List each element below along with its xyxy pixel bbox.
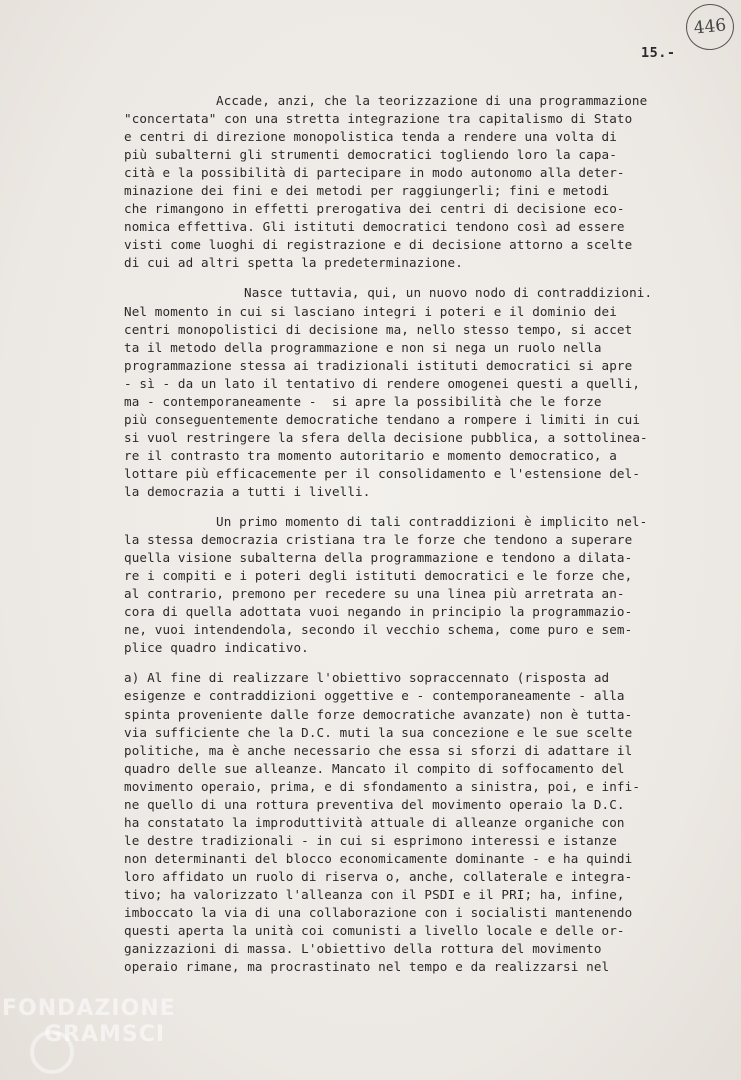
- text-line: non determinanti del blocco economicamente dominante - e ha quindi: [124, 850, 633, 866]
- text-line: quadro delle sue alleanze. Mancato il compito di soffocamento del: [124, 760, 625, 776]
- text-line: più conseguentemente democratiche tendano a rompere i limiti in cui: [124, 411, 641, 427]
- text-line: cora di quella adottata vuoi negando in principio la programmazio-: [124, 604, 633, 620]
- text-line: ha constatato la improduttività attuale di alleanze organiche con: [124, 814, 625, 830]
- text-line: imboccato la via di una collaborazione con i socialisti mantenendo: [124, 905, 633, 921]
- text-line: a) Al fine di realizzare l'obiettivo sopraccennato (risposta ad: [124, 670, 610, 686]
- archive-page-stamp: [684, 2, 737, 53]
- paragraph-1: [124, 92, 714, 272]
- text-line: tivo; ha valorizzato l'alleanza con il PSDI e il PRI; ha, infine,: [124, 886, 625, 902]
- text-line: le destre tradizionali - in cui si esprimono interessi e istanze: [124, 832, 617, 848]
- text-line: re i compiti e i poteri degli istituti democratici e le forze che,: [124, 568, 633, 584]
- text-line: nomica effettiva. Gli istituti democratici tendono così ad essere: [124, 219, 625, 235]
- text-line: plice quadro indicativo.: [124, 640, 309, 656]
- text-line: spinta proveniente dalle forze democratiche avanzate) non è tutta-: [124, 706, 633, 722]
- text-line: "concertata" con una stretta integrazione tra capitalismo di Stato: [124, 111, 633, 127]
- text-line: quella visione subalterna della programmazione e tendono a dilata-: [124, 550, 633, 566]
- text-line: ta il metodo della programmazione e non si nega un ruolo nella: [124, 339, 602, 355]
- text-line: la stessa democrazia cristiana tra le forze che tendono a superare: [124, 532, 633, 548]
- text-line: questi aperta la unità coi comunisti a livello locale e delle or-: [124, 923, 625, 939]
- text-line: si vuol restringere la sfera della decisione pubblica, a sottolinea-: [124, 429, 648, 445]
- paragraph-3: [124, 513, 714, 657]
- text-line: programmazione stessa ai tradizionali istituti democratici si apre: [124, 357, 633, 373]
- text-line: più subalterni gli strumenti democratici togliendo loro la capa-: [124, 147, 617, 163]
- paragraph-2: [124, 284, 714, 501]
- text-line: che rimangono in effetti prerogativa dei centri di decisione eco-: [124, 201, 625, 217]
- text-line: la democrazia a tutti i livelli.: [124, 483, 371, 499]
- page-number: 15.-: [641, 45, 676, 61]
- text-line: minazione dei fini e dei metodi per raggiungerli; fini e metodi: [124, 183, 610, 199]
- text-line: operaio rimane, ma procrastinato nel tempo e da realizzarsi nel: [124, 959, 610, 975]
- fondazione-gramsci-watermark: [2, 996, 202, 1080]
- text-line: lottare più efficacemente per il consolidamento e l'estensione del-: [124, 465, 641, 481]
- text-line: e centri di direzione monopolistica tenda a rendere una volta di: [124, 129, 617, 145]
- document-body: [124, 92, 714, 988]
- watermark-line-2: GRAMSCI: [44, 1022, 166, 1047]
- watermark-line-1: FONDAZIONE: [2, 996, 176, 1021]
- text-line: re il contrasto tra momento autoritario e momento democratico, a: [124, 447, 617, 463]
- text-line: movimento operaio, prima, e di sfondamento a sinistra, poi, e infi-: [124, 778, 641, 794]
- text-line: ganizzazioni di massa. L'obiettivo della rottura del movimento: [124, 941, 602, 957]
- text-line: esigenze e contraddizioni oggettive e - contemporaneamente - alla: [124, 688, 625, 704]
- text-line: Nel momento in cui si lasciano integri i poteri e il dominio dei: [124, 303, 617, 319]
- text-line: ma - contemporaneamente - si apre la possibilità che le forze: [124, 393, 602, 409]
- text-line: - sì - da un lato il tentativo di rendere omogenei questi a quelli,: [124, 375, 641, 391]
- text-line: Un primo momento di tali contraddizioni è implicito nel-: [216, 514, 648, 530]
- paragraph-4: [124, 669, 714, 976]
- text-line: cità e la possibilità di partecipare in modo autonomo alla deter-: [124, 165, 625, 181]
- text-line: di cui ad altri spetta la predeterminazione.: [124, 255, 463, 271]
- text-line: visti come luoghi di registrazione e di decisione attorno a scelte: [124, 237, 633, 253]
- text-line: al contrario, premono per recedere su una linea più arretrata an-: [124, 586, 625, 602]
- text-line: ne, vuoi intendendola, secondo il vecchio schema, come puro e sem-: [124, 622, 633, 638]
- text-line: centri monopolistici di decisione ma, nello stesso tempo, si accet: [124, 321, 633, 337]
- text-line: ne quello di una rottura preventiva del movimento operaio la D.C.: [124, 796, 625, 812]
- text-line: politiche, ma è anche necessario che essa si sforzi di adattare il: [124, 742, 633, 758]
- text-line: loro affidato un ruolo di riserva o, anche, collaterale e integra-: [124, 868, 633, 884]
- text-line: via sufficiente che la D.C. muti la sua concezione e le sue scelte: [124, 724, 633, 740]
- text-line: Accade, anzi, che la teorizzazione di una programmazione: [216, 93, 648, 108]
- stamp-number: 446: [692, 15, 728, 39]
- text-line: Nasce tuttavia, qui, un nuovo nodo di contraddizioni.: [244, 285, 653, 301]
